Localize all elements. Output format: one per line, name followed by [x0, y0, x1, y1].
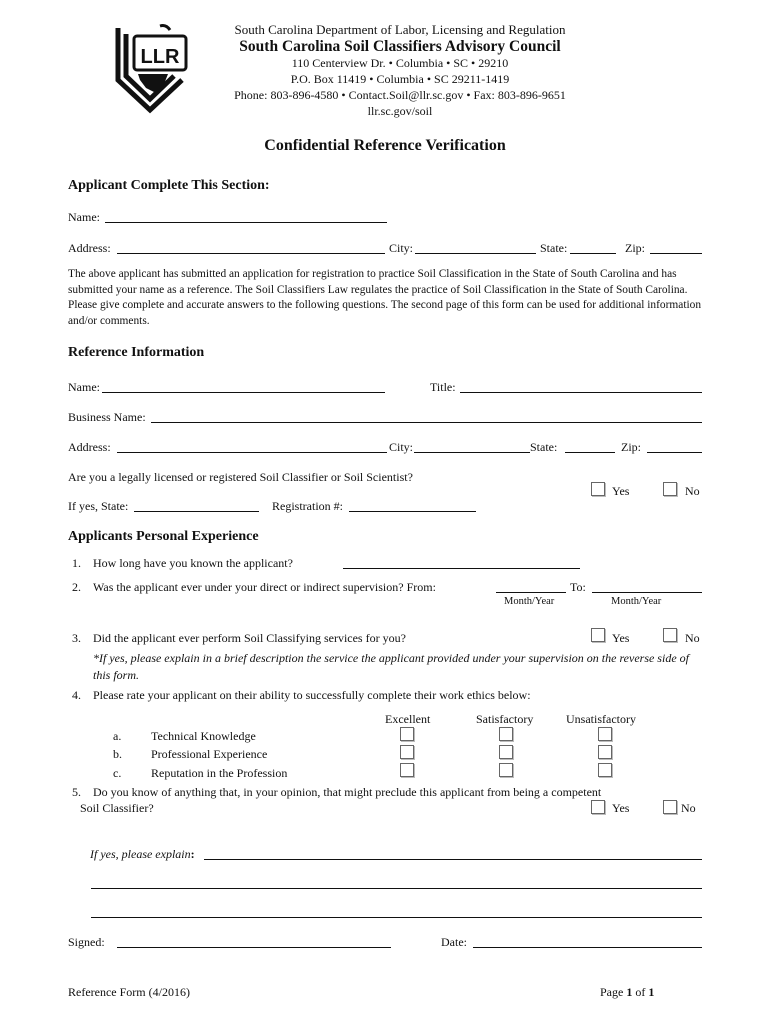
explain-line-3[interactable]: [91, 917, 702, 918]
footer-page: [600, 985, 654, 1000]
reference-address-label: Address:: [68, 440, 111, 454]
date-label: Date:: [441, 935, 467, 949]
applicant-state-field[interactable]: [570, 253, 616, 254]
rating-checkbox[interactable]: [400, 763, 414, 777]
q2-from-hint: Month/Year: [504, 596, 555, 607]
reference-state-label: State:: [530, 440, 558, 454]
reference-city-label: City:: [389, 440, 414, 454]
applicant-city-label: City:: [389, 241, 414, 255]
q2-to-label: To:: [570, 580, 586, 594]
intro-paragraph: The above applicant has submitted an application for registration to practice Soil Classification in the State of South Carolina and has submitted your name as a reference. The Soil Classifiers Law regulates the practice of Soil Classification in the State of South Carolina. Please give complete and accurate answers to the following questions. The second page of this form can be used for additional information and/or comments.: [68, 268, 702, 327]
rating-row-label: Technical Knowledge: [151, 729, 256, 743]
header-address1: 110 Centerview Dr. • Columbia • SC • 29210: [291, 56, 509, 70]
rating-row-letter: b.: [113, 747, 122, 761]
q3-yes-checkbox[interactable]: [591, 628, 605, 642]
licensed-yes-checkbox[interactable]: [591, 482, 605, 496]
rating-checkbox[interactable]: [598, 727, 612, 741]
header-web: llr.sc.gov/soil: [367, 104, 433, 118]
header-address2: P.O. Box 11419 • Columbia • SC 29211-1419: [290, 72, 510, 86]
rating-checkbox[interactable]: [499, 745, 513, 759]
q2-from-field[interactable]: [496, 592, 566, 593]
q3-yes-label: Yes: [612, 631, 630, 645]
registration-field[interactable]: [349, 511, 476, 512]
reference-title-field[interactable]: [460, 392, 702, 393]
applicant-zip-label: Zip:: [625, 241, 645, 255]
explain-label: [90, 847, 195, 862]
q2-to-hint: Month/Year: [611, 596, 662, 607]
q2-number: 2.: [72, 580, 81, 594]
explain-line-1[interactable]: [204, 859, 702, 860]
llr-logo: [110, 22, 196, 114]
explain-label-text: If yes, please explain: [90, 847, 191, 861]
licensed-no-label: No: [685, 484, 700, 498]
q5-no-label: No: [681, 801, 696, 815]
explain-colon: :: [190, 847, 195, 861]
of-word: of: [635, 985, 646, 999]
rating-row-letter: c.: [113, 766, 122, 780]
rating-checkbox[interactable]: [400, 727, 414, 741]
q4-text: Please rate your applicant on their ability to successfully complete their work ethics below:: [93, 688, 531, 702]
applicant-zip-field[interactable]: [650, 253, 702, 254]
if-yes-state-field[interactable]: [134, 511, 259, 512]
rating-col-satisfactory: Satisfactory: [476, 712, 534, 726]
registration-label: Registration #:: [272, 499, 343, 513]
q2-text: Was the applicant ever under your direct or indirect supervision? From:: [93, 580, 436, 594]
q1-number: 1.: [72, 556, 81, 570]
logo-text: LLR: [140, 46, 180, 68]
q1-answer-field[interactable]: [343, 568, 580, 569]
q2-to-field[interactable]: [592, 592, 702, 593]
header-contact: Phone: 803-896-4580 • Contact.Soil@llr.sc.gov • Fax: 803-896-9651: [234, 88, 566, 102]
q3-no-label: No: [685, 631, 700, 645]
reference-title-label: Title:: [430, 380, 456, 394]
q5-no-checkbox[interactable]: [663, 800, 677, 814]
business-name-label: Business Name:: [68, 410, 146, 424]
signature-field[interactable]: [117, 947, 391, 948]
applicant-address-label: Address:: [68, 241, 111, 255]
q5-number: 5.: [72, 785, 81, 799]
q5-text: Do you know of anything that, in your opinion, that might preclude this applicant from being a competent: [93, 785, 602, 799]
header-council: South Carolina Soil Classifiers Advisory Council: [239, 38, 561, 55]
rating-row-letter: a.: [113, 729, 122, 743]
q3-text: Did the applicant ever perform Soil Classifying services for you?: [93, 631, 406, 645]
explain-line-2[interactable]: [91, 888, 702, 889]
footer-form-label: Reference Form (4/2016): [68, 985, 190, 999]
applicant-city-field[interactable]: [415, 253, 536, 254]
rating-row-label: Reputation in the Profession: [151, 766, 288, 780]
licensed-yes-label: Yes: [612, 484, 630, 498]
reference-state-field[interactable]: [565, 452, 615, 453]
applicant-state-label: State:: [540, 241, 568, 255]
q3-no-checkbox[interactable]: [663, 628, 677, 642]
rating-checkbox[interactable]: [598, 763, 612, 777]
business-name-field[interactable]: [151, 422, 702, 423]
page-total: 1: [648, 985, 655, 999]
q4-number: 4.: [72, 688, 81, 702]
header-dept: South Carolina Department of Labor, Licensing and Regulation: [234, 22, 566, 37]
rating-checkbox[interactable]: [499, 727, 513, 741]
reference-zip-label: Zip:: [621, 440, 641, 454]
rating-col-unsatisfactory: Unsatisfactory: [566, 712, 636, 726]
applicant-name-field[interactable]: [105, 222, 387, 223]
reference-zip-field[interactable]: [647, 452, 702, 453]
reference-address-field[interactable]: [117, 452, 387, 453]
rating-checkbox[interactable]: [400, 745, 414, 759]
page-number: 1: [626, 985, 633, 999]
reference-name-field[interactable]: [102, 392, 385, 393]
page-title: Confidential Reference Verification: [264, 137, 506, 154]
reference-city-field[interactable]: [414, 452, 530, 453]
signed-label: Signed:: [68, 935, 105, 949]
licensed-no-checkbox[interactable]: [663, 482, 677, 496]
q3-note: *If yes, please explain in a brief description the service the applicant provided under your supervision on the reverse side of this form.: [93, 651, 689, 682]
q5-yes-checkbox[interactable]: [591, 800, 605, 814]
applicant-address-field[interactable]: [117, 253, 385, 254]
q5-text-cont: Soil Classifier?: [80, 801, 154, 815]
rating-col-excellent: Excellent: [385, 712, 431, 726]
licensed-question: Are you a legally licensed or registered Soil Classifier or Soil Scientist?: [68, 470, 413, 484]
rating-row-label: Professional Experience: [151, 747, 268, 761]
experience-heading: Applicants Personal Experience: [68, 529, 259, 544]
reference-name-label: Name:: [68, 380, 100, 394]
q1-text: How long have you known the applicant?: [93, 556, 293, 570]
date-field[interactable]: [473, 947, 702, 948]
q5-yes-label: Yes: [612, 801, 630, 815]
applicant-heading: Applicant Complete This Section:: [68, 178, 270, 193]
page-word: Page: [600, 985, 624, 999]
rating-checkbox[interactable]: [499, 763, 513, 777]
applicant-name-label: Name:: [68, 210, 100, 224]
if-yes-state-label: If yes, State:: [68, 499, 129, 513]
rating-checkbox[interactable]: [598, 745, 612, 759]
reference-heading: Reference Information: [68, 345, 205, 360]
q3-number: 3.: [72, 631, 81, 645]
